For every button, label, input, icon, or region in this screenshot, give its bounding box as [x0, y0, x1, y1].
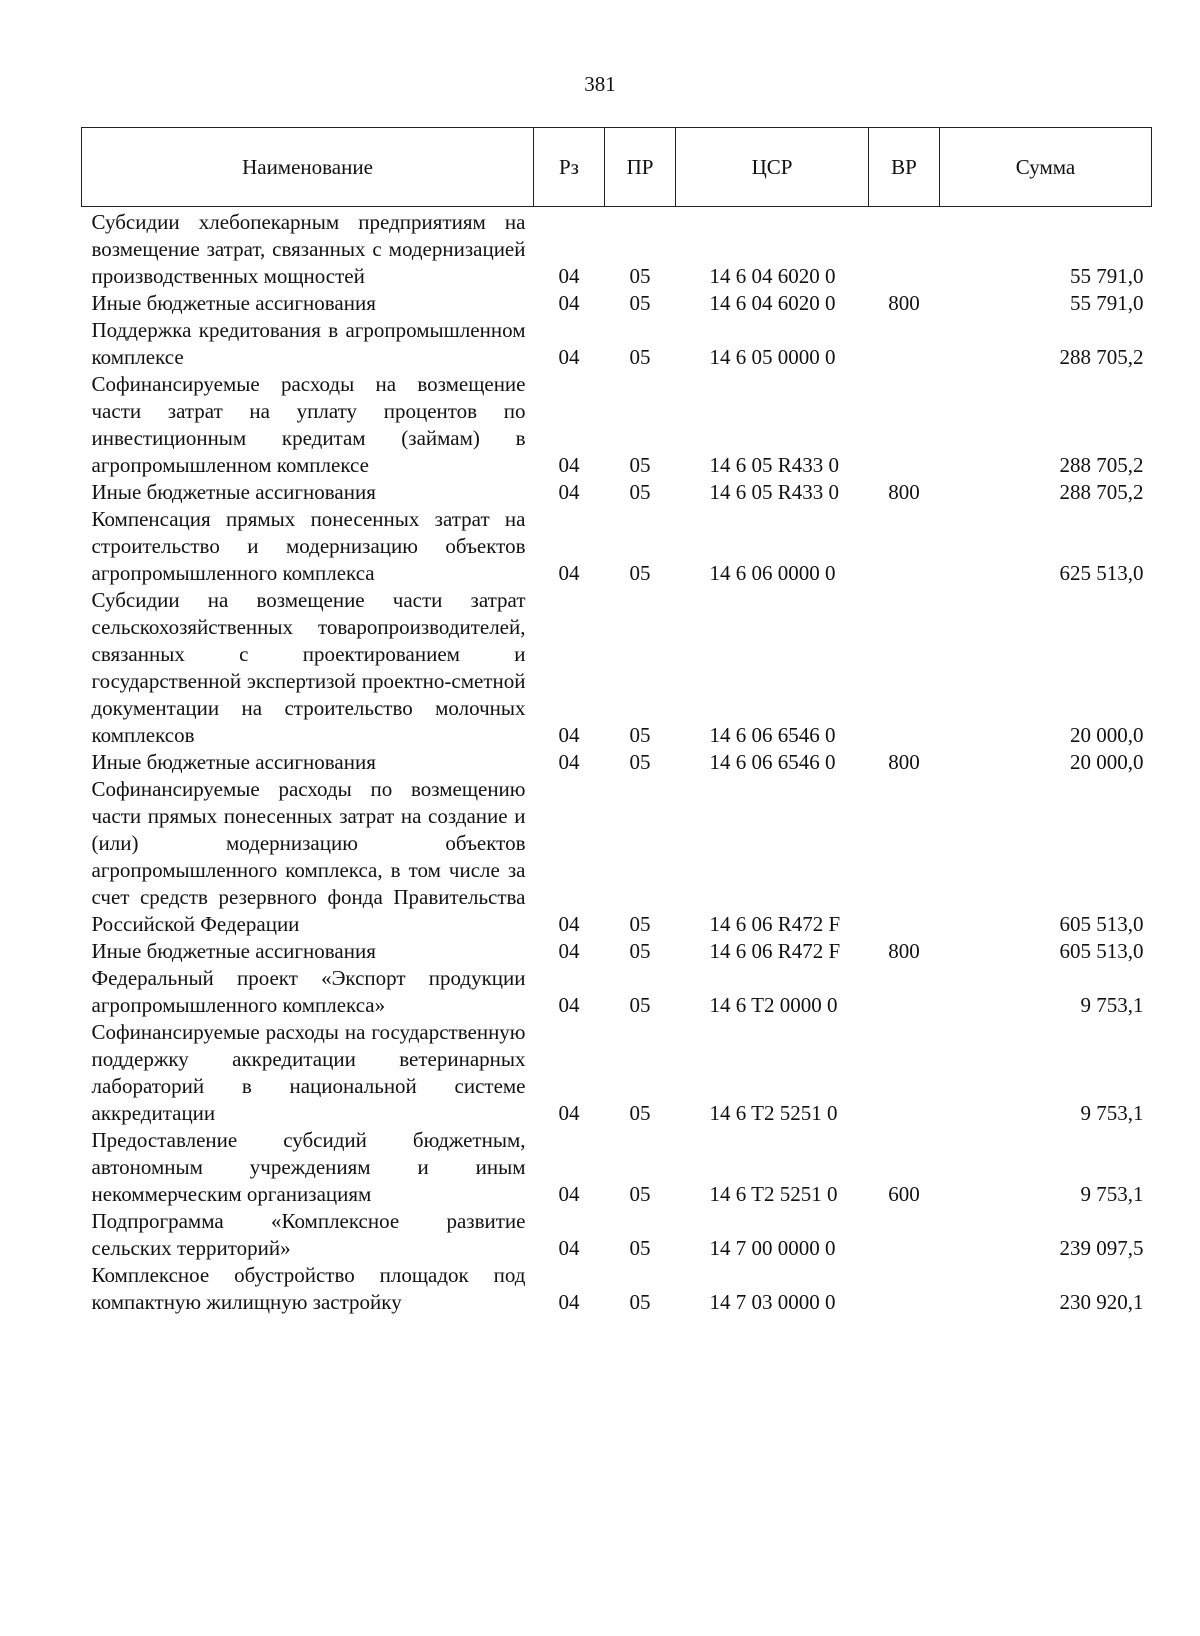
row-pr: 05	[629, 912, 651, 936]
row-sum: 55 791,0	[1070, 291, 1144, 315]
row-rz: 04	[558, 993, 580, 1017]
row-sum: 288 705,2	[1059, 453, 1144, 477]
row-pr: 05	[629, 1290, 651, 1314]
row-name: Иные бюджетные ассигнования	[91, 291, 376, 315]
row-sum: 9 753,1	[1080, 993, 1144, 1017]
row-vr	[869, 1262, 940, 1316]
row-pr: 05	[629, 1236, 651, 1260]
table-row	[82, 938, 1152, 965]
row-name: Иные бюджетные ассигнования	[91, 939, 376, 963]
row-vr: 800	[888, 291, 920, 315]
row-vr	[869, 506, 940, 587]
table-row	[82, 587, 1152, 749]
table-row	[82, 290, 1152, 317]
row-name: Подпрограмма «Комплексное развитие сельских территорий»	[91, 1209, 526, 1260]
budget-table	[81, 127, 1152, 1316]
row-pr: 05	[629, 453, 651, 477]
row-vr	[869, 1019, 940, 1127]
row-sum: 9 753,1	[1080, 1101, 1144, 1125]
row-name: Поддержка кредитования в агропромышленном комплексе	[91, 318, 526, 369]
row-sum: 55 791,0	[1070, 264, 1144, 288]
row-csr: 14 6 05 0000 0	[709, 345, 836, 369]
row-vr	[869, 317, 940, 371]
row-rz: 04	[558, 345, 580, 369]
row-name: Софинансируемые расходы на государственную поддержку аккредитации ветеринарных лабораторий в национальной системе аккредитации	[91, 1020, 526, 1125]
row-rz: 04	[558, 453, 580, 477]
table-body	[82, 207, 1152, 1317]
row-sum: 288 705,2	[1059, 480, 1144, 504]
table-row	[82, 1208, 1152, 1262]
row-sum: 239 097,5	[1059, 1236, 1144, 1260]
row-rz: 04	[558, 1236, 580, 1260]
table-row	[82, 749, 1152, 776]
row-pr: 05	[629, 939, 651, 963]
row-csr: 14 6 06 R472 F	[709, 939, 841, 963]
row-csr: 14 6 06 6546 0	[709, 723, 836, 747]
row-rz: 04	[558, 480, 580, 504]
row-csr: 14 6 06 R472 F	[709, 912, 841, 936]
row-vr	[869, 371, 940, 479]
row-csr: 14 6 T2 0000 0	[709, 993, 838, 1017]
row-vr: 600	[888, 1182, 920, 1206]
header-pr: ПР	[605, 128, 676, 207]
row-rz: 04	[558, 723, 580, 747]
table-row	[82, 965, 1152, 1019]
table-row	[82, 479, 1152, 506]
row-csr: 14 6 04 6020 0	[709, 264, 836, 288]
row-csr: 14 6 05 R433 0	[709, 480, 840, 504]
table-row	[82, 1019, 1152, 1127]
row-rz: 04	[558, 912, 580, 936]
row-sum: 9 753,1	[1080, 1182, 1144, 1206]
row-rz: 04	[558, 939, 580, 963]
row-pr: 05	[629, 1182, 651, 1206]
row-csr: 14 6 T2 5251 0	[709, 1101, 838, 1125]
row-sum: 288 705,2	[1059, 345, 1144, 369]
row-name: Субсидии на возмещение части затрат сельскохозяйственных товаропроизводителей, связанных с проектированием и государственной экспертизой проектно-сметной документации на строительство молочных комплексов	[91, 588, 526, 747]
table-row	[82, 776, 1152, 938]
row-name: Иные бюджетные ассигнования	[91, 750, 376, 774]
table-row	[82, 1127, 1152, 1208]
table-row	[82, 1262, 1152, 1316]
table-row	[82, 317, 1152, 371]
row-vr: 800	[888, 939, 920, 963]
header-rz: Рз	[534, 128, 605, 207]
row-name: Компенсация прямых понесенных затрат на строительство и модернизацию объектов агропромышленного комплекса	[91, 507, 526, 585]
row-vr: 800	[888, 480, 920, 504]
row-name: Предоставление субсидий бюджетным, автономным учреждениям и иным некоммерческим организациям	[91, 1128, 526, 1206]
row-csr: 14 7 00 0000 0	[709, 1236, 836, 1260]
row-sum: 625 513,0	[1059, 561, 1144, 585]
table-header	[82, 128, 1152, 207]
row-vr	[869, 207, 940, 291]
row-sum: 20 000,0	[1070, 723, 1144, 747]
table-row	[82, 506, 1152, 587]
row-vr	[869, 1208, 940, 1262]
row-vr	[869, 776, 940, 938]
row-name: Иные бюджетные ассигнования	[91, 480, 376, 504]
row-pr: 05	[629, 723, 651, 747]
row-csr: 14 6 T2 5251 0	[709, 1182, 838, 1206]
row-rz: 04	[558, 1290, 580, 1314]
row-sum: 605 513,0	[1059, 939, 1144, 963]
row-pr: 05	[629, 291, 651, 315]
row-name: Федеральный проект «Экспорт продукции агропромышленного комплекса»	[91, 966, 526, 1017]
table-row	[82, 207, 1152, 291]
row-rz: 04	[558, 1101, 580, 1125]
row-sum: 605 513,0	[1059, 912, 1144, 936]
row-pr: 05	[629, 750, 651, 774]
row-csr: 14 7 03 0000 0	[709, 1290, 836, 1314]
row-name: Софинансируемые расходы на возмещение части затрат на уплату процентов по инвестиционным кредитам (займам) в агропромышленном комплексе	[91, 372, 526, 477]
header-name: Наименование	[82, 128, 534, 207]
row-csr: 14 6 06 6546 0	[709, 750, 836, 774]
row-pr: 05	[629, 264, 651, 288]
row-pr: 05	[629, 480, 651, 504]
row-rz: 04	[558, 1182, 580, 1206]
row-vr	[869, 965, 940, 1019]
row-pr: 05	[629, 993, 651, 1017]
row-name: Субсидии хлебопекарным предприятиям на возмещение затрат, связанных с модернизацией производственных мощностей	[91, 210, 526, 288]
row-pr: 05	[629, 561, 651, 585]
row-sum: 20 000,0	[1070, 750, 1144, 774]
row-rz: 04	[558, 291, 580, 315]
row-pr: 05	[629, 1101, 651, 1125]
row-csr: 14 6 05 R433 0	[709, 453, 840, 477]
header-csr: ЦСР	[676, 128, 869, 207]
row-rz: 04	[558, 750, 580, 774]
row-vr	[869, 587, 940, 749]
header-sum: Сумма	[940, 128, 1152, 207]
row-rz: 04	[558, 561, 580, 585]
row-rz: 04	[558, 264, 580, 288]
row-vr: 800	[888, 750, 920, 774]
row-csr: 14 6 04 6020 0	[709, 291, 836, 315]
row-sum: 230 920,1	[1059, 1290, 1144, 1314]
row-csr: 14 6 06 0000 0	[709, 561, 836, 585]
page-number: 381	[584, 72, 616, 96]
header-vr: ВР	[869, 128, 940, 207]
row-name: Комплексное обустройство площадок под компактную жилищную застройку	[91, 1263, 526, 1314]
row-name: Софинансируемые расходы по возмещению части прямых понесенных затрат на создание и (или) модернизацию объектов агропромышленного комплекса, в том числе за счет средств резервного фонда Правительства Российской Федерации	[91, 777, 526, 936]
table-row	[82, 371, 1152, 479]
row-pr: 05	[629, 345, 651, 369]
